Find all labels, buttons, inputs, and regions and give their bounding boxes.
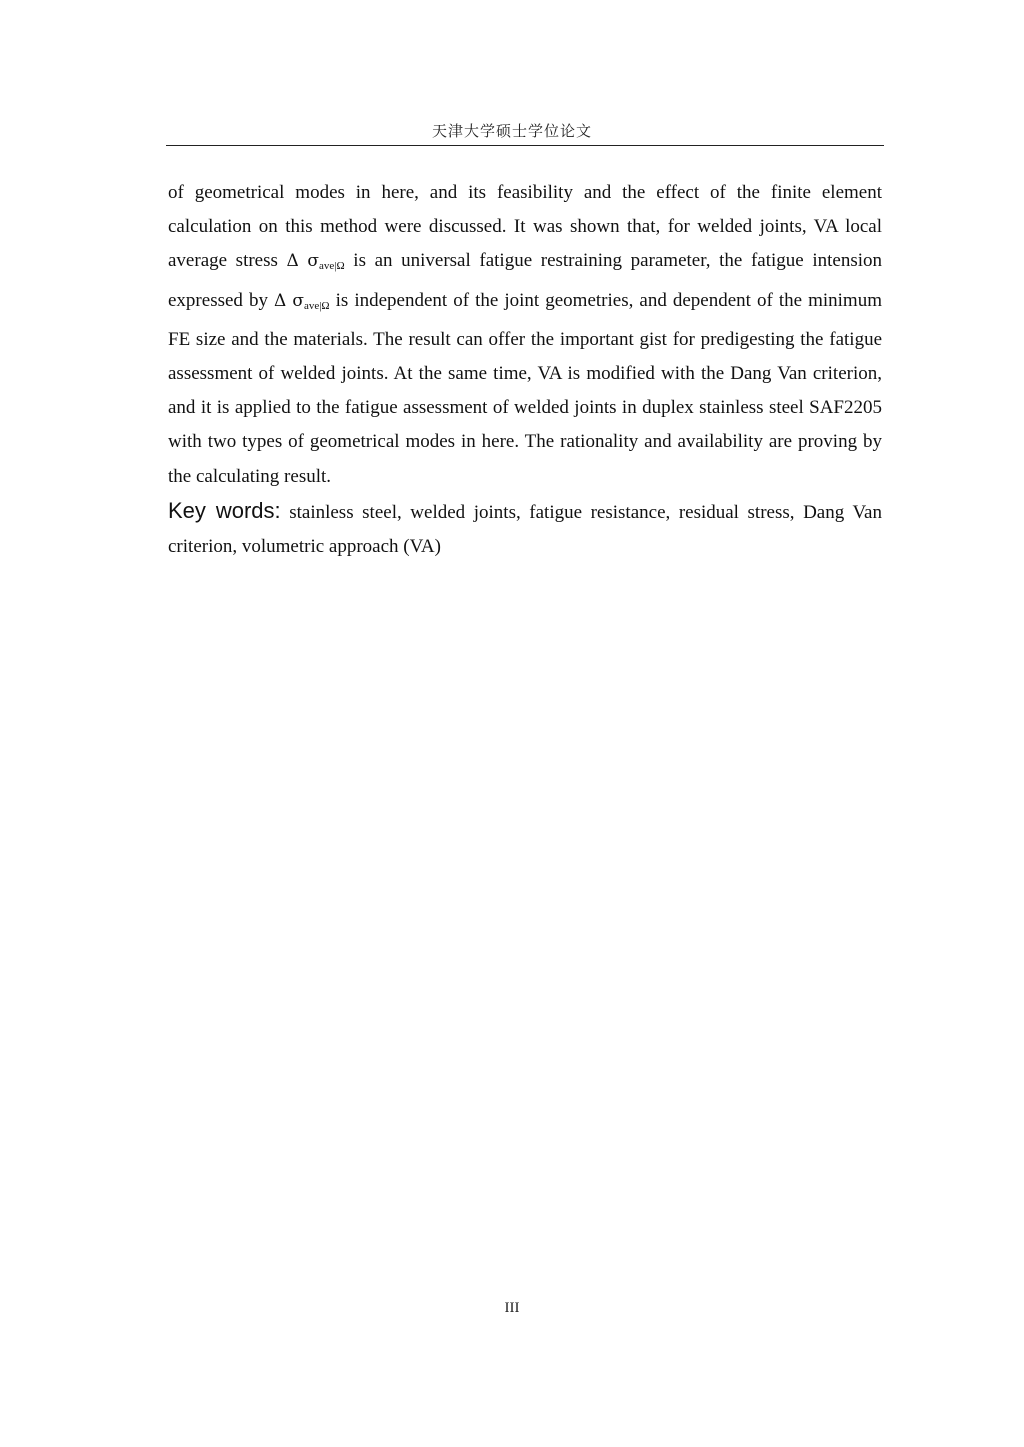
header-rule [166, 145, 884, 146]
sigma-symbol: σ [292, 290, 304, 311]
abstract-text-part-1: of geometrical modes in here, and its feasibility and the effect of the finite element calculation on this method were discussed. It was shown that, for welded joints, VA local average stress [168, 182, 882, 272]
abstract-text-part-2: is an universal fatigue restraining parameter, the fatigue intension expressed by [168, 250, 883, 311]
abstract-paragraph [168, 176, 882, 494]
delta-symbol: Δ [286, 251, 299, 272]
keywords-paragraph [168, 494, 882, 564]
abstract-body [168, 176, 882, 564]
sigma-subscript: ave|Ω [303, 299, 330, 312]
sigma-symbol: σ [307, 251, 320, 272]
running-header-title: 天津大学硕士学位论文 [431, 122, 592, 140]
page-number: III [504, 1300, 520, 1316]
keywords-text: stainless steel, welded joints, fatigue resistance, residual stress, Dang Van criterion, volumetric approach (VA) [168, 501, 882, 558]
abstract-text-part-3: is independent of the joint geometries, and dependent of the minimum FE size and the materials. The result can offer the important gist for predigesting the fatigue assessment of welded joints. At the same time, VA is modified with the Dang Van criterion, and it is applied to the fatigue assessment of welded joints in duplex stainless steel SAF2205 with two types of geometrical modes in here. The rationality and availability are proving by the calculating result. [168, 289, 882, 487]
sigma-subscript: ave|Ω [319, 260, 345, 273]
keywords-label: Key words: [168, 497, 281, 523]
delta-symbol: Δ [274, 290, 287, 311]
